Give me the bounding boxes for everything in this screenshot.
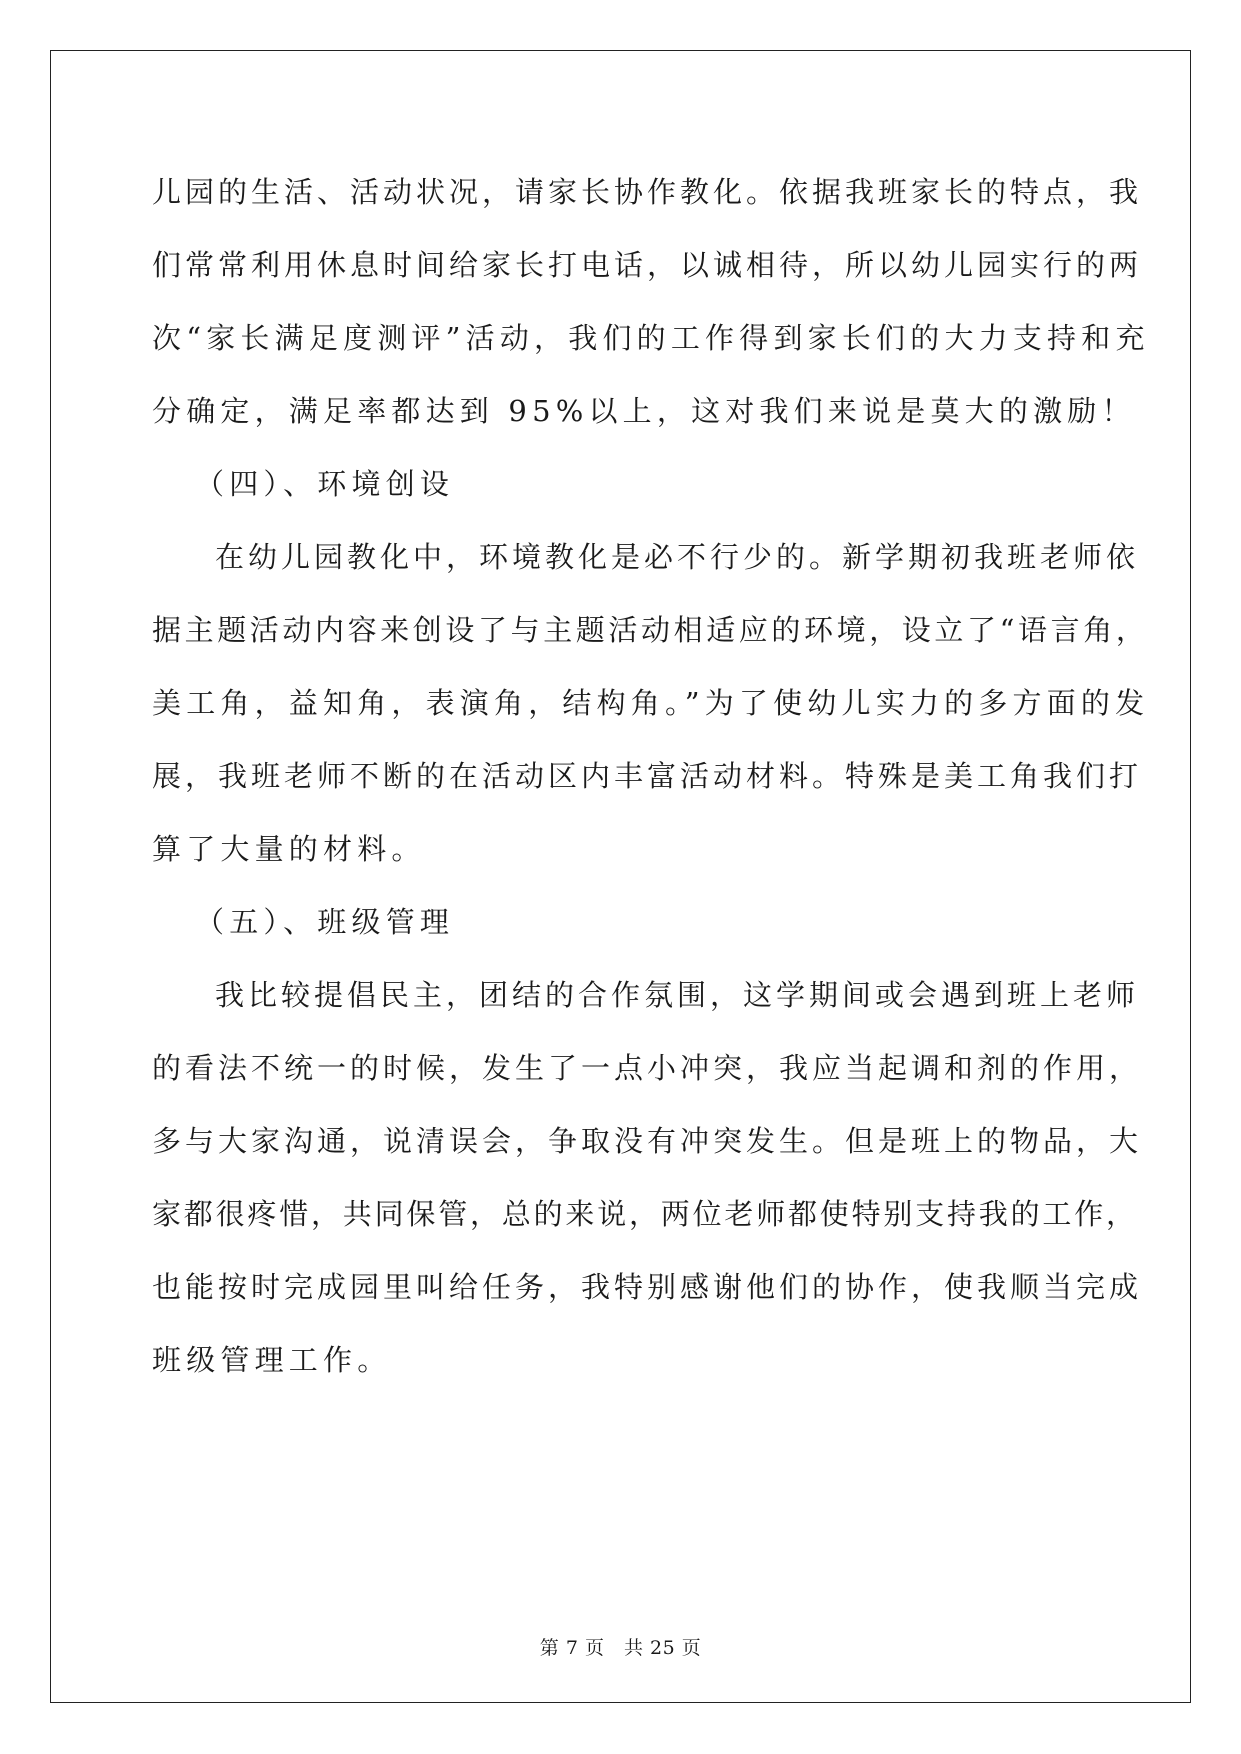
- page-number-footer: 第 7 页 共 25 页: [539, 1637, 702, 1659]
- paragraph-line: 的看法不统一的时候，发生了一点小冲突，我应当起调和剂的作用，: [152, 1051, 1143, 1085]
- section-heading-4: （四）、环境创设: [195, 467, 455, 501]
- paragraph-line: 班级管理工作。: [152, 1343, 392, 1377]
- paragraph-line: 们常常利用休息时间给家长打电话，以诚相待，所以幼儿园实行的两: [152, 248, 1143, 282]
- paragraph-line: 展，我班老师不断的在活动区内丰富活动材料。特殊是美工角我们打: [152, 759, 1143, 793]
- paragraph-line: 分确定，满足率都达到 95%以上，这对我们来说是莫大的激励！: [152, 394, 1136, 428]
- paragraph-line: 儿园的生活、活动状况，请家长协作教化。依据我班家长的特点，我: [152, 175, 1143, 209]
- section-heading-5: （五）、班级管理: [195, 905, 455, 939]
- paragraph-line: 家都很疼惜，共同保管，总的来说，两位老师都使特别支持我的工作，: [152, 1197, 1138, 1231]
- paragraph-line: 我比较提倡民主，团结的合作氛围，这学期间或会遇到班上老师: [215, 978, 1140, 1012]
- paragraph-line: 算了大量的材料。: [152, 832, 426, 866]
- paragraph-line: 次“家长满足度测评”活动，我们的工作得到家长们的大力支持和充: [152, 321, 1150, 355]
- paragraph-line: 据主题活动内容来创设了与主题活动相适应的环境，设立了“语言角，: [152, 613, 1149, 647]
- paragraph-line: 多与大家沟通，说清误会，争取没有冲突发生。但是班上的物品，大: [152, 1124, 1143, 1158]
- page-border: [50, 50, 1191, 1703]
- paragraph-line: 在幼儿园教化中，环境教化是必不行少的。新学期初我班老师依: [215, 540, 1140, 574]
- paragraph-line: 美工角，益知角，表演角，结构角。”为了使幼儿实力的多方面的发: [152, 686, 1150, 720]
- paragraph-line: 也能按时完成园里叫给任务，我特别感谢他们的协作，使我顺当完成: [152, 1270, 1143, 1304]
